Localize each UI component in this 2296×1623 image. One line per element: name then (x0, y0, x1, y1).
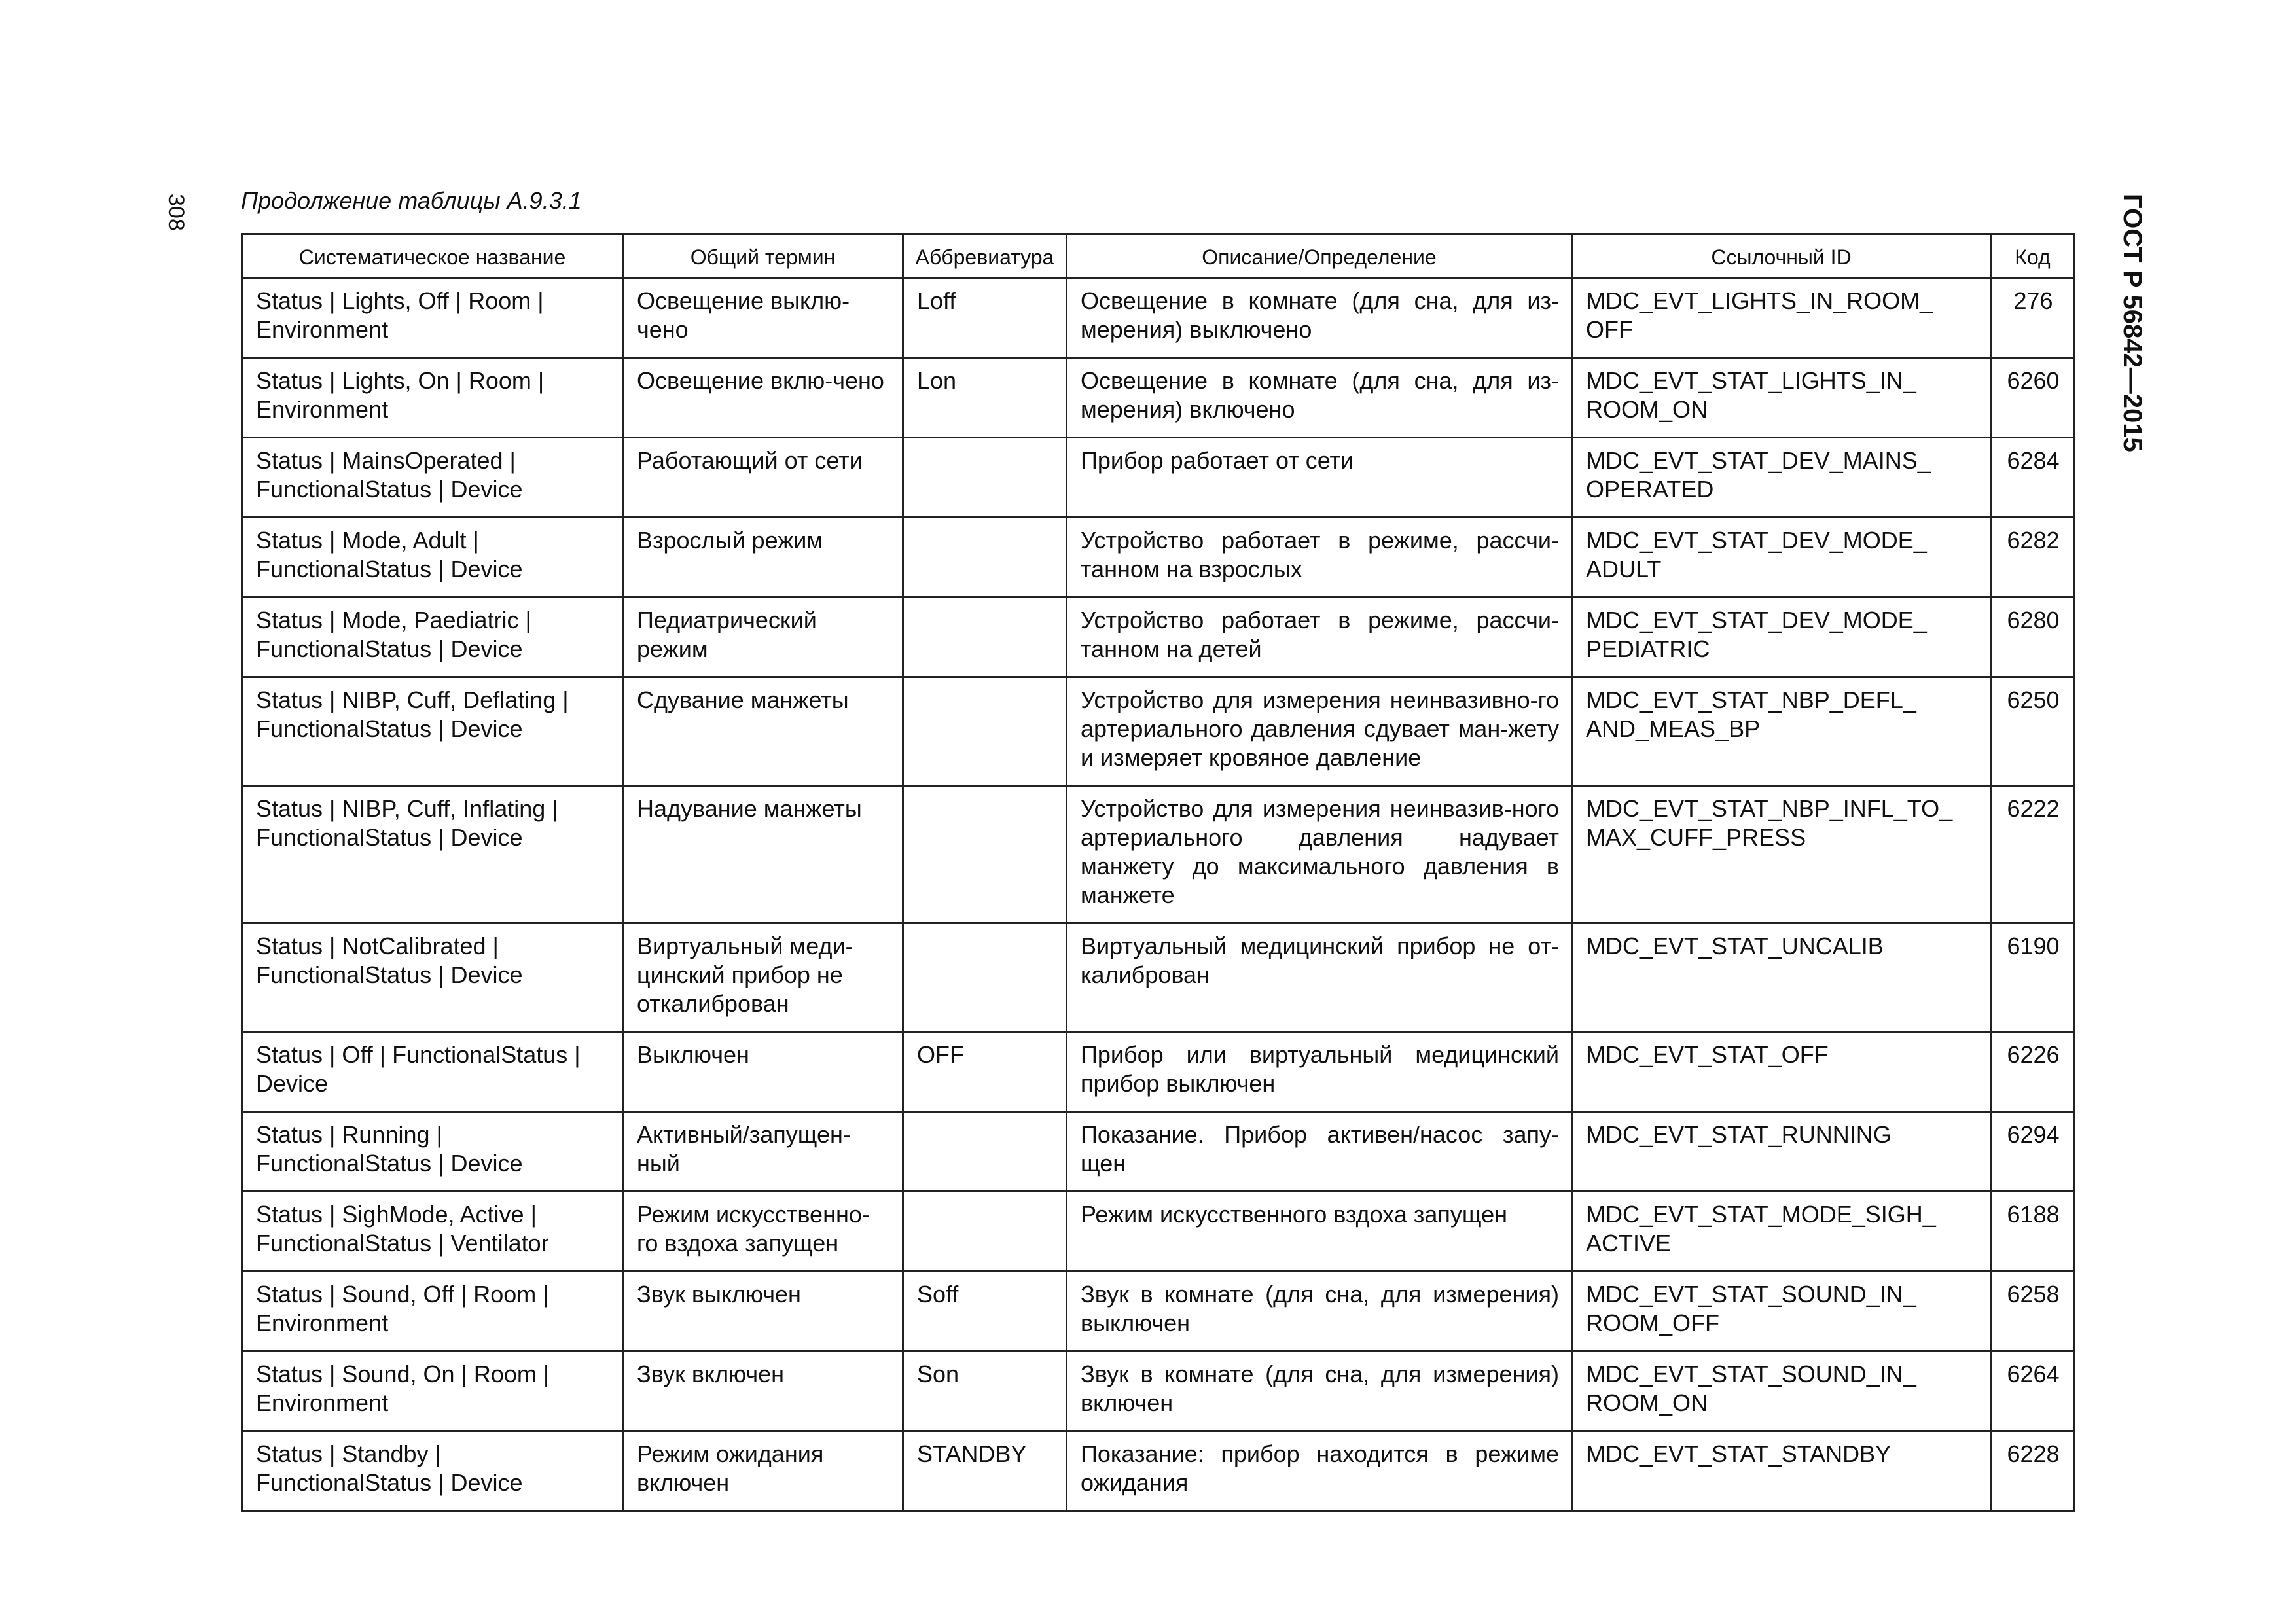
cell-common-term: Освещение выклю-чено (623, 278, 903, 358)
cell-reference-id: MDC_EVT_LIGHTS_IN_ROOM_ OFF (1572, 278, 1991, 358)
cell-common-term: Педиатрический режим (623, 597, 903, 677)
cell-systematic-name: Status | Lights, Off | Room | Environment (242, 278, 623, 358)
table-row (242, 786, 2075, 923)
standard-code: ГОСТ Р 56842—2015 (2118, 194, 2147, 452)
cell-description: Освещение в комнате (для сна, для из-мерения) включено (1067, 358, 1572, 438)
cell-code: 6282 (1991, 518, 2075, 597)
cell-reference-id: MDC_EVT_STAT_SOUND_IN_ ROOM_OFF (1572, 1272, 1991, 1351)
cell-abbreviation: Lon (903, 358, 1067, 438)
cell-code: 6260 (1991, 358, 2075, 438)
cell-code: 6222 (1991, 786, 2075, 923)
cell-systematic-name: Status | Off | FunctionalStatus | Device (242, 1032, 623, 1112)
cell-code: 6294 (1991, 1112, 2075, 1192)
cell-description: Освещение в комнате (для сна, для из-мерения) выключено (1067, 278, 1572, 358)
cell-reference-id: MDC_EVT_STAT_MODE_SIGH_ ACTIVE (1572, 1192, 1991, 1272)
table-row (242, 597, 2075, 677)
cell-reference-id: MDC_EVT_STAT_RUNNING (1572, 1112, 1991, 1192)
cell-common-term: Режим ожидания включен (623, 1431, 903, 1511)
header-row (242, 234, 2075, 278)
cell-code: 6188 (1991, 1192, 2075, 1272)
cell-abbreviation: OFF (903, 1032, 1067, 1112)
cell-abbreviation (903, 1192, 1067, 1272)
cell-description: Устройство работает в режиме, рассчи-танном на детей (1067, 597, 1572, 677)
cell-abbreviation (903, 923, 1067, 1032)
table-body (242, 278, 2075, 1511)
table-row (242, 518, 2075, 597)
table-caption: Продолжение таблицы А.9.3.1 (241, 187, 582, 214)
cell-systematic-name: Status | Sound, On | Room | Environment (242, 1351, 623, 1431)
cell-common-term: Виртуальный меди-цинский прибор не откалиброван (623, 923, 903, 1032)
table-row (242, 1112, 2075, 1192)
cell-reference-id: MDC_EVT_STAT_DEV_MODE_ ADULT (1572, 518, 1991, 597)
table-row (242, 358, 2075, 438)
cell-abbreviation (903, 786, 1067, 923)
cell-reference-id: MDC_EVT_STAT_DEV_MODE_ PEDIATRIC (1572, 597, 1991, 677)
cell-description: Прибор или виртуальный медицинский прибор выключен (1067, 1032, 1572, 1112)
cell-description: Устройство для измерения неинвазивно-го артериального давления сдувает ман-жету и измеряет кровяное давление (1067, 677, 1572, 786)
cell-systematic-name: Status | Running | FunctionalStatus | Device (242, 1112, 623, 1192)
cell-description: Показание: прибор находится в режиме ожидания (1067, 1431, 1572, 1511)
cell-code: 6280 (1991, 597, 2075, 677)
header-abbreviation: Аббревиатура (903, 234, 1067, 278)
header-common-term: Общий термин (623, 234, 903, 278)
cell-common-term: Освещение вклю-чено (623, 358, 903, 438)
cell-reference-id: MDC_EVT_STAT_OFF (1572, 1032, 1991, 1112)
cell-common-term: Взрослый режим (623, 518, 903, 597)
cell-common-term: Надувание манжеты (623, 786, 903, 923)
cell-reference-id: MDC_EVT_STAT_NBP_INFL_TO_ MAX_CUFF_PRESS (1572, 786, 1991, 923)
table-row (242, 923, 2075, 1032)
cell-description: Показание. Прибор активен/насос запу-щен (1067, 1112, 1572, 1192)
cell-code: 276 (1991, 278, 2075, 358)
cell-abbreviation: Son (903, 1351, 1067, 1431)
page-number: 308 (164, 194, 188, 231)
cell-abbreviation: STANDBY (903, 1431, 1067, 1511)
cell-systematic-name: Status | Standby | FunctionalStatus | Device (242, 1431, 623, 1511)
cell-reference-id: MDC_EVT_STAT_LIGHTS_IN_ ROOM_ON (1572, 358, 1991, 438)
cell-reference-id: MDC_EVT_STAT_NBP_DEFL_ AND_MEAS_BP (1572, 677, 1991, 786)
cell-abbreviation (903, 597, 1067, 677)
cell-systematic-name: Status | NIBP, Cuff, Inflating | FunctionalStatus | Device (242, 786, 623, 923)
table-row (242, 1032, 2075, 1112)
cell-code: 6228 (1991, 1431, 2075, 1511)
table-row (242, 1272, 2075, 1351)
cell-description: Прибор работает от сети (1067, 438, 1572, 518)
header-systematic-name: Систематическое название (242, 234, 623, 278)
table-row (242, 278, 2075, 358)
table-row (242, 438, 2075, 518)
table-row (242, 1192, 2075, 1272)
cell-abbreviation (903, 438, 1067, 518)
cell-systematic-name: Status | Sound, Off | Room | Environment (242, 1272, 623, 1351)
cell-systematic-name: Status | Mode, Adult | FunctionalStatus | Device (242, 518, 623, 597)
table-row (242, 677, 2075, 786)
cell-systematic-name: Status | SighMode, Active | FunctionalStatus | Ventilator (242, 1192, 623, 1272)
terms-table (241, 233, 2075, 1512)
cell-reference-id: MDC_EVT_STAT_STANDBY (1572, 1431, 1991, 1511)
cell-code: 6284 (1991, 438, 2075, 518)
cell-description: Устройство работает в режиме, рассчи-танном на взрослых (1067, 518, 1572, 597)
cell-reference-id: MDC_EVT_STAT_DEV_MAINS_ OPERATED (1572, 438, 1991, 518)
cell-abbreviation (903, 518, 1067, 597)
cell-abbreviation (903, 677, 1067, 786)
cell-description: Звук в комнате (для сна, для измерения) включен (1067, 1351, 1572, 1431)
cell-systematic-name: Status | MainsOperated | FunctionalStatus | Device (242, 438, 623, 518)
cell-abbreviation (903, 1112, 1067, 1192)
cell-common-term: Звук выключен (623, 1272, 903, 1351)
cell-description: Режим искусственного вздоха запущен (1067, 1192, 1572, 1272)
cell-code: 6264 (1991, 1351, 2075, 1431)
header-description: Описание/Определение (1067, 234, 1572, 278)
cell-common-term: Режим искусственно-го вздоха запущен (623, 1192, 903, 1272)
cell-common-term: Выключен (623, 1032, 903, 1112)
table-row (242, 1351, 2075, 1431)
cell-description: Виртуальный медицинский прибор не от-калиброван (1067, 923, 1572, 1032)
table-header (242, 234, 2075, 278)
header-code: Код (1991, 234, 2075, 278)
cell-systematic-name: Status | NotCalibrated | FunctionalStatus | Device (242, 923, 623, 1032)
cell-code: 6258 (1991, 1272, 2075, 1351)
table-row (242, 1431, 2075, 1511)
cell-description: Устройство для измерения неинвазив-ного артериального давления надувает манжету до максимального давления в манжете (1067, 786, 1572, 923)
cell-reference-id: MDC_EVT_STAT_UNCALIB (1572, 923, 1991, 1032)
cell-abbreviation: Loff (903, 278, 1067, 358)
cell-abbreviation: Soff (903, 1272, 1067, 1351)
cell-common-term: Сдувание манжеты (623, 677, 903, 786)
cell-code: 6226 (1991, 1032, 2075, 1112)
header-reference-id: Ссылочный ID (1572, 234, 1991, 278)
cell-common-term: Работающий от сети (623, 438, 903, 518)
cell-systematic-name: Status | NIBP, Cuff, Deflating | FunctionalStatus | Device (242, 677, 623, 786)
cell-reference-id: MDC_EVT_STAT_SOUND_IN_ ROOM_ON (1572, 1351, 1991, 1431)
cell-common-term: Активный/запущен-ный (623, 1112, 903, 1192)
cell-code: 6190 (1991, 923, 2075, 1032)
cell-common-term: Звук включен (623, 1351, 903, 1431)
cell-description: Звук в комнате (для сна, для измерения) выключен (1067, 1272, 1572, 1351)
cell-code: 6250 (1991, 677, 2075, 786)
cell-systematic-name: Status | Mode, Paediatric | FunctionalStatus | Device (242, 597, 623, 677)
cell-systematic-name: Status | Lights, On | Room | Environment (242, 358, 623, 438)
